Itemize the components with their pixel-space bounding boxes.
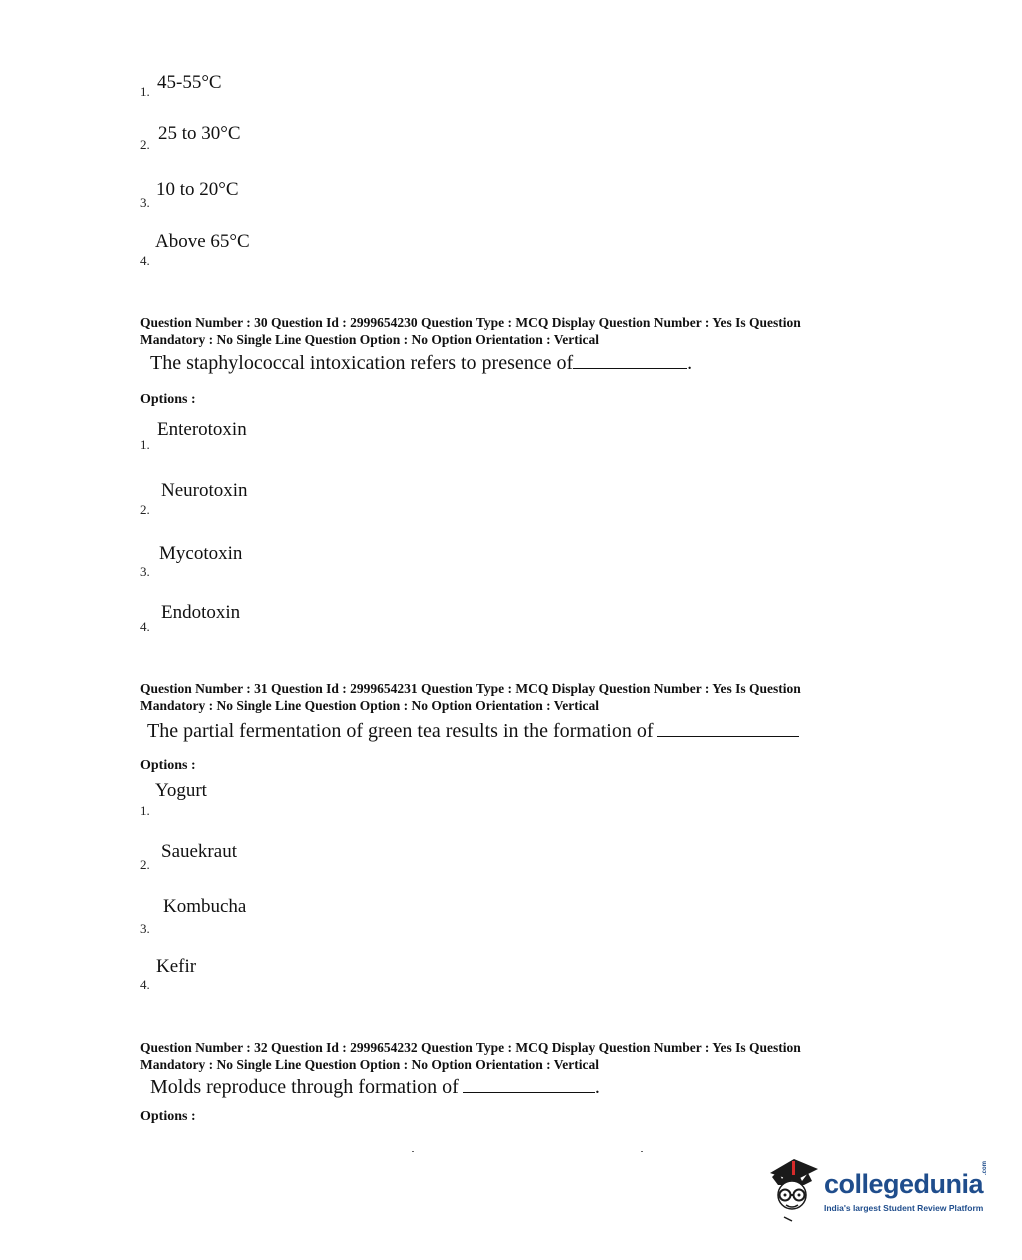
q29-option-4-number: 4.: [140, 253, 150, 268]
q32-question-end: .: [594, 1076, 600, 1098]
q30-option-2-text: Neurotoxin: [161, 480, 248, 501]
q29-option-4-text: Above 65°C: [155, 231, 250, 252]
q30-option-3-number: 3.: [140, 564, 150, 579]
q31-meta: [140, 680, 900, 714]
q31-option-2-number: 2.: [140, 857, 150, 872]
q29-option-2-number: 2.: [140, 137, 150, 152]
q30-option-4-text: Endotoxin: [161, 602, 241, 623]
q30-option-4-number: 4.: [140, 619, 150, 634]
q32-question: [150, 1076, 600, 1099]
q30-meta-line1: Question Number : 30 Question Id : 2999654230 Question Type : MCQ Display Question Number : Yes Is Question: [140, 315, 801, 330]
q30-question-text: The staphylococcal intoxication refers to presence of: [150, 352, 574, 374]
q29-option-1-number: 1.: [140, 84, 150, 99]
q31-option-2-text: Sauekraut: [161, 841, 237, 862]
q31-meta-line1: Question Number : 31 Question Id : 2999654231 Question Type : MCQ Display Question Number : Yes Is Question: [140, 681, 801, 696]
q30-option-1-number: 1.: [140, 437, 150, 452]
q30-answer-blank: [573, 367, 687, 369]
logo-wordmark: [824, 1169, 983, 1200]
q32-question-text: Molds reproduce through formation of: [150, 1076, 459, 1098]
q31-option-1-text: Yogurt: [155, 780, 207, 801]
q31-answer-blank: [657, 735, 799, 737]
q30-question-end: .: [687, 352, 693, 374]
q30-meta-line2: Mandatory : No Single Line Question Option : No Option Orientation : Vertical: [140, 332, 600, 347]
q32-meta-line2: Mandatory : No Single Line Question Option : No Option Orientation : Vertical: [140, 1057, 600, 1072]
q31-option-1-number: 1.: [140, 803, 150, 818]
q29-option-3-number: 3.: [140, 195, 150, 210]
q31-options-label: Options :: [140, 758, 196, 773]
q31-option-4-number: 4.: [140, 977, 150, 992]
q31-question-text: The partial fermentation of green tea results in the formation of: [147, 720, 654, 742]
q32-meta-line1: Question Number : 32 Question Id : 2999654232 Question Type : MCQ Display Question Number : Yes Is Question: [140, 1040, 801, 1055]
q30-option-2-number: 2.: [140, 502, 150, 517]
q30-question: [150, 352, 692, 375]
collegedunia-logo: [764, 1155, 994, 1225]
q32-options-label: Options :: [140, 1109, 196, 1124]
scan-mark: [641, 1151, 643, 1152]
q30-option-3-text: Mycotoxin: [159, 543, 243, 564]
q29-option-1-text: 45-55°C: [157, 72, 222, 93]
q29-option-2-text: 25 to 30°C: [158, 123, 241, 144]
q31-meta-line2: Mandatory : No Single Line Question Option : No Option Orientation : Vertical: [140, 698, 600, 713]
mascot-icon: [764, 1155, 824, 1225]
q30-options-label: Options :: [140, 392, 196, 407]
q29-option-3-text: 10 to 20°C: [156, 179, 239, 200]
q31-option-3-text: Kombucha: [163, 896, 247, 917]
logo-tagline: India's largest Student Review Platform: [824, 1203, 984, 1213]
q30-meta: [140, 314, 900, 348]
logo-com: .com: [982, 1160, 988, 1175]
q30-option-1-text: Enterotoxin: [157, 419, 247, 440]
q32-answer-blank: [463, 1091, 595, 1093]
q32-meta: [140, 1039, 900, 1073]
q31-option-3-number: 3.: [140, 921, 150, 936]
logo-word-dunia: dunia: [913, 1169, 984, 1199]
q31-question: [147, 720, 799, 743]
logo-word-college: college: [824, 1169, 914, 1199]
q31-option-4-text: Kefir: [156, 956, 197, 977]
scan-mark: [412, 1151, 414, 1152]
